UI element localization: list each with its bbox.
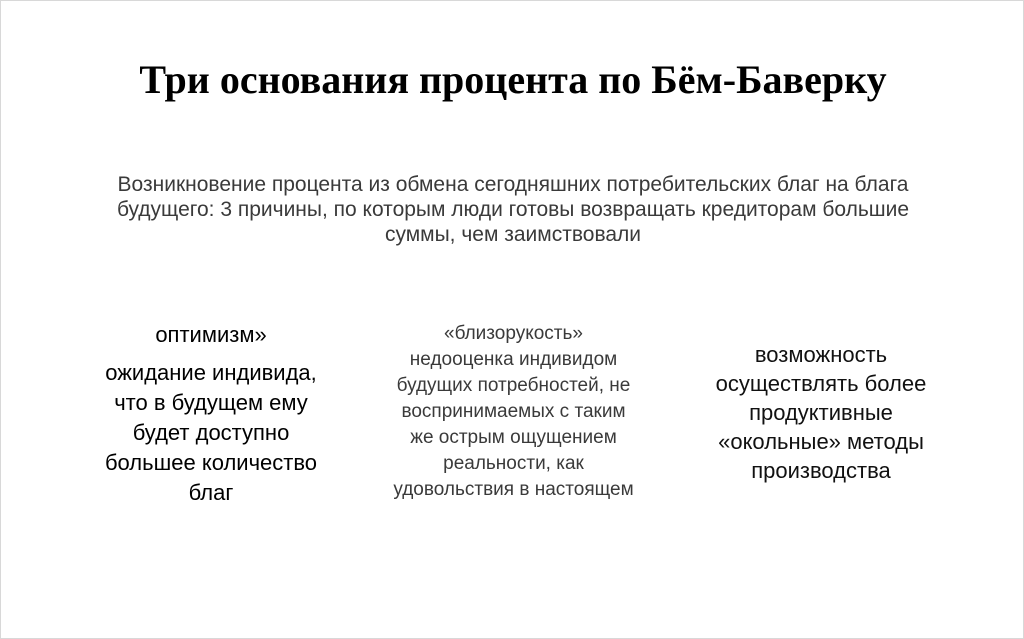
reason-text-line: удовольствия в настоящем [393,479,634,500]
reason-text-line: возможность [754,342,888,367]
slide-title: Три основания процента по Бём-Баверку [139,57,887,102]
reason-text-line: что в будущем ему [114,390,308,415]
reason-optimism [61,320,361,508]
reason-text-line: будущих потребностей, не [396,375,631,396]
reason-text-line: же острым ощущением [410,427,617,448]
reason-text-line: большее количество [104,450,318,475]
reason-text-line: осуществлять более [715,371,927,396]
reason-heading: оптимизм» [155,322,267,347]
reason-text-line: «близорукость» [444,323,583,344]
reason-text-line: недооценка индивидом [409,349,618,370]
reason-shortsightedness [346,321,681,503]
reason-text-line: «окольные» методы [718,429,924,454]
reason-text-line: реальности, как [443,453,584,474]
subtitle-line: суммы, чем заимствовали [384,223,642,246]
reason-text-line: воспринимаемых с таким [401,401,626,422]
reason-text-line: будет доступно [132,420,290,445]
subtitle-line: Возникновение процента из обмена сегодняшних потребительских благ на блага [117,173,909,196]
reason-text-line: ожидание индивида, [105,360,317,385]
reason-text-line: продуктивные [749,400,893,425]
reason-text-line: благ [188,480,234,505]
reason-text-line: производства [751,458,891,483]
slide-subtitle [51,172,975,247]
subtitle-line: будущего: 3 причины, по которым люди готовы возвращать кредиторам большие [116,198,910,221]
reason-roundabout-production [671,340,971,485]
